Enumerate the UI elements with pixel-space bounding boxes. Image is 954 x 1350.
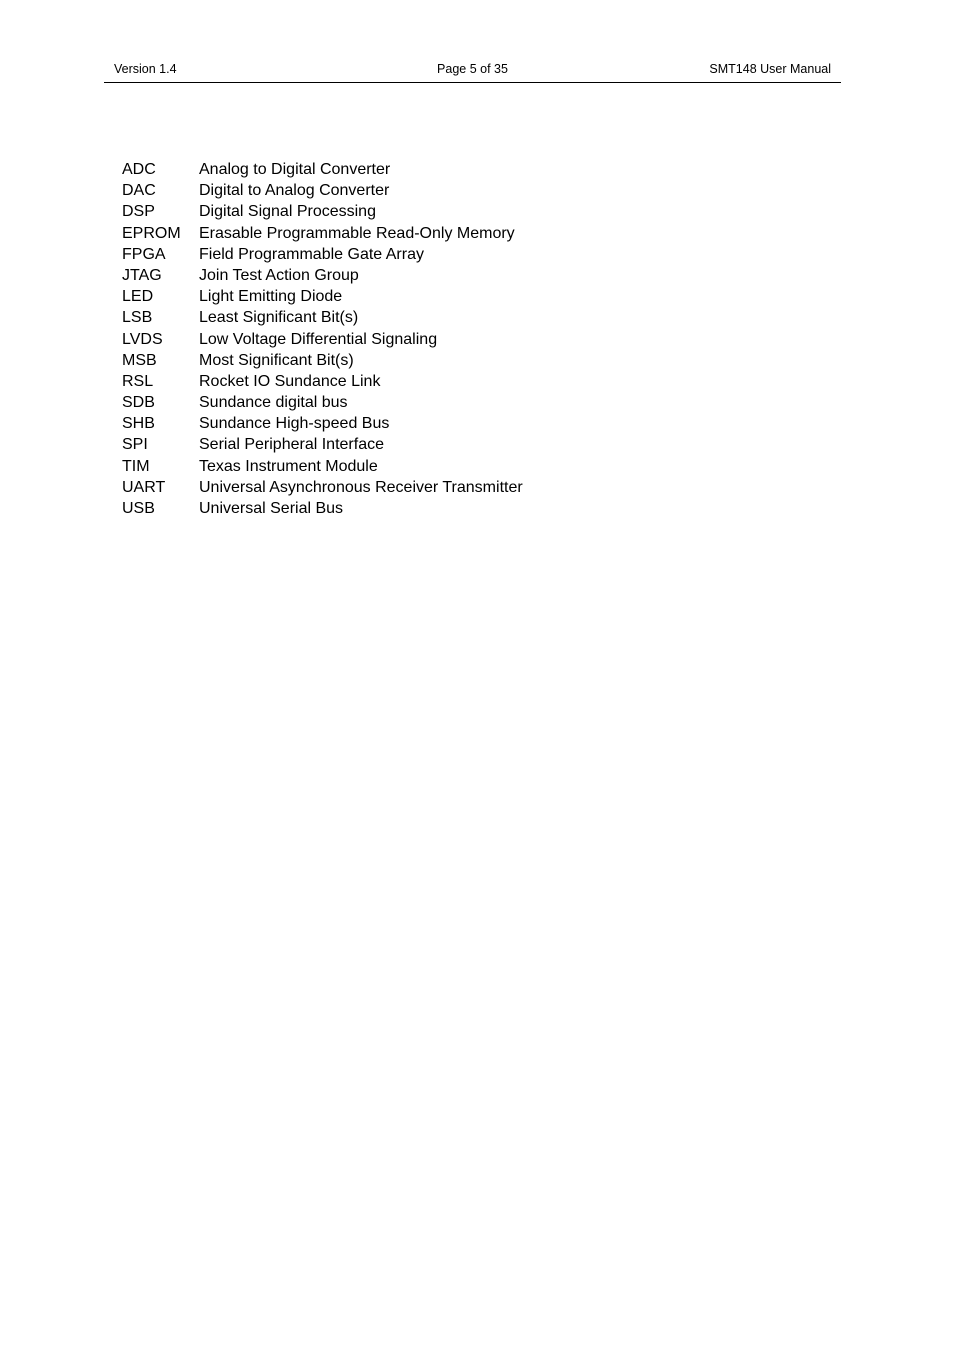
glossary-row — [122, 244, 523, 265]
glossary-definition: Low Voltage Differential Signaling — [199, 330, 438, 348]
glossary-row — [122, 371, 523, 392]
glossary-term: ADC — [122, 161, 156, 178]
glossary-row — [122, 307, 523, 328]
glossary-term: LVDS — [122, 330, 163, 348]
document-title: SMT148 User Manual — [709, 62, 831, 76]
glossary-row — [122, 350, 523, 371]
glossary-row — [122, 456, 523, 477]
glossary-term: MSB — [122, 351, 157, 369]
document-version: Version 1.4 — [114, 62, 177, 76]
glossary-term: SHB — [122, 415, 155, 433]
glossary-definition: Rocket IO Sundance Link — [199, 372, 381, 390]
glossary-list — [122, 159, 523, 519]
glossary-definition: Sundance High-speed Bus — [199, 415, 390, 433]
glossary-term: LED — [122, 288, 154, 306]
glossary-row — [122, 477, 523, 498]
glossary-row — [122, 329, 523, 350]
glossary-row — [122, 180, 523, 201]
glossary-row — [122, 286, 523, 307]
glossary-row — [122, 223, 523, 244]
glossary-term: UART — [122, 478, 166, 496]
page-header — [104, 61, 841, 83]
glossary-term: FPGA — [122, 245, 166, 263]
glossary-term: LSB — [122, 309, 153, 327]
glossary-term: TIM — [122, 457, 150, 475]
glossary-definition: Analog to Digital Converter — [199, 161, 391, 178]
glossary-definition: Serial Peripheral Interface — [199, 436, 384, 454]
glossary-definition: Digital Signal Processing — [199, 203, 376, 221]
glossary-row — [122, 413, 523, 434]
glossary-row — [122, 434, 523, 455]
glossary-definition: Sundance digital bus — [199, 394, 348, 412]
glossary-term: USB — [122, 500, 155, 517]
glossary-term: DSP — [122, 203, 155, 221]
glossary-term: SDB — [122, 394, 155, 412]
glossary-term: JTAG — [122, 266, 162, 284]
glossary-row — [122, 498, 523, 519]
glossary-row — [122, 265, 523, 286]
glossary-definition: Least Significant Bit(s) — [199, 309, 359, 327]
glossary-term: DAC — [122, 182, 156, 200]
glossary-definition: Digital to Analog Converter — [199, 182, 390, 200]
glossary-definition: Universal Asynchronous Receiver Transmitter — [199, 478, 523, 496]
glossary-definition: Join Test Action Group — [199, 266, 359, 284]
glossary-row — [122, 159, 523, 180]
page-number: Page 5 of 35 — [437, 62, 508, 76]
glossary-term: RSL — [122, 372, 154, 390]
glossary-definition: Light Emitting Diode — [199, 288, 343, 306]
glossary-definition: Universal Serial Bus — [199, 500, 344, 517]
glossary-term: EPROM — [122, 224, 181, 242]
glossary-term: SPI — [122, 436, 148, 454]
glossary-definition: Erasable Programmable Read-Only Memory — [199, 224, 515, 242]
glossary-row — [122, 201, 523, 222]
glossary-definition: Texas Instrument Module — [199, 457, 378, 475]
glossary-row — [122, 392, 523, 413]
glossary-definition: Most Significant Bit(s) — [199, 351, 354, 369]
glossary-definition: Field Programmable Gate Array — [199, 245, 424, 263]
